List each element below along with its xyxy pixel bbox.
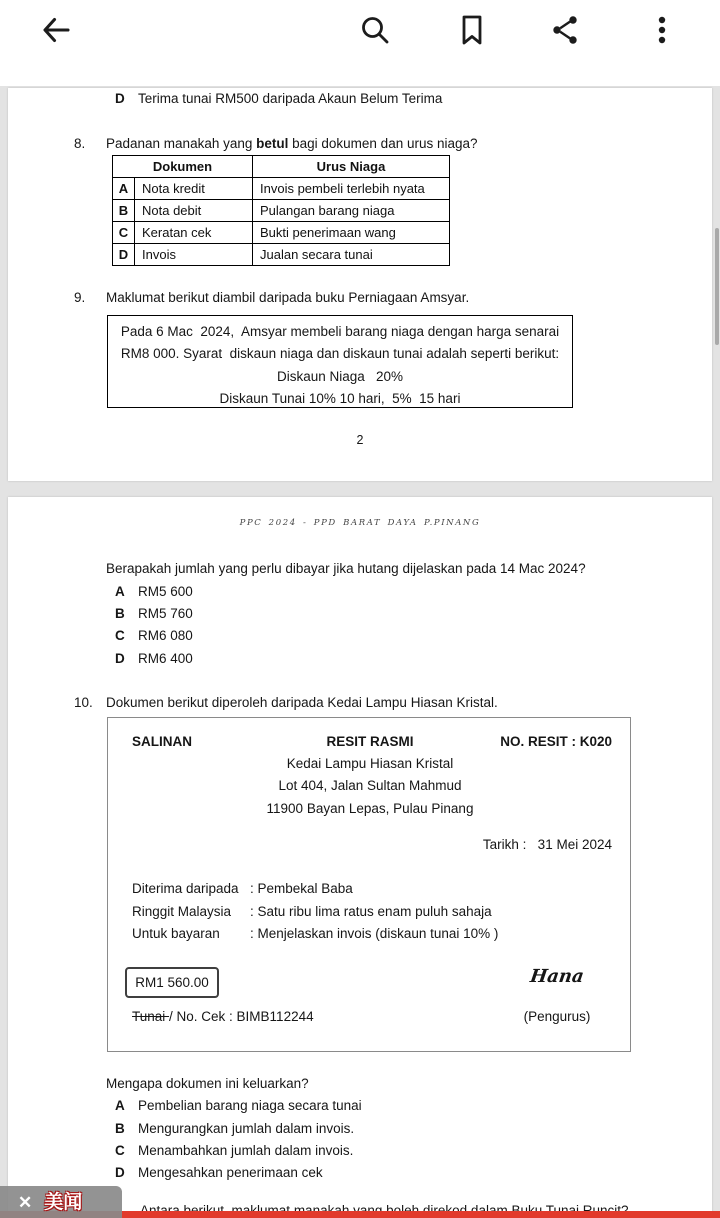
option-letter: D [115,91,125,106]
question-text: Maklumat berikut diambil daripada buku Perniagaan Amsyar. [106,290,470,305]
option-row-d-previous [115,91,442,107]
option-letter: C [115,628,125,643]
option-text: RM5 600 [138,584,193,599]
option-B [115,606,193,622]
question-text-prefix: Padanan manakah yang [106,136,257,151]
row-letter: A [113,178,135,200]
option-text: RM6 080 [138,628,193,643]
receipt-row-ringgit [132,904,492,919]
overflow-menu-button[interactable] [644,12,680,48]
receipt-amount-box [125,967,219,998]
question-8-text [74,136,478,152]
option-text: RM6 400 [138,651,193,666]
table-row [113,200,450,222]
receipt-row-payment-for [132,926,498,941]
toolbar [0,0,720,86]
row-dokumen: Nota kredit [135,178,253,200]
option-text: Terima tunai RM500 daripada Akaun Belum Terima [138,91,443,106]
row-urus-niaga: Pulangan barang niaga [253,200,450,222]
signer-role: (Pengurus) [523,1009,591,1024]
option-D [115,651,193,667]
table-row [113,178,450,200]
row-urus-niaga: Bukti penerimaan wang [253,222,450,244]
question-number: 8. [74,136,86,151]
option-A [115,584,193,600]
ad-close-chip[interactable] [0,1186,122,1218]
table-row [113,222,450,244]
document-page-2 [8,497,712,1218]
receipt-document [107,717,631,1052]
receipt-row-value: : Satu ribu lima ratus enam puluh sahaja [250,904,492,919]
row-letter: D [113,244,135,266]
option-B [115,1121,354,1137]
question-10-sub-question: Mengapa dokumen ini keluarkan? [106,1076,309,1091]
option-letter: B [115,1121,125,1136]
option-letter: B [115,606,125,621]
receipt-copy-label: SALINAN [132,734,192,749]
row-urus-niaga: Invois pembeli terlebih nyata [253,178,450,200]
struck-cash-label: Tunai [132,1009,170,1024]
info-line: Diskaun Niaga 20% [276,368,404,384]
option-letter: A [115,1098,125,1113]
receipt-date: Tarikh : 31 Mei 2024 [482,837,612,852]
option-text: Pembelian barang niaga secara tunai [138,1098,362,1113]
option-letter: A [115,584,125,599]
option-C [115,628,193,644]
receipt-row-label: Untuk bayaran [132,926,220,941]
receipt-title: RESIT RASMI [326,734,414,749]
option-text: RM5 760 [138,606,193,621]
option-letter: C [115,1143,125,1158]
option-text: Mengesahkan penerimaan cek [138,1165,323,1180]
question-10-text [74,695,498,711]
receipt-shop-name: Kedai Lampu Hiasan Kristal [286,756,454,771]
share-icon [547,12,583,48]
row-letter: B [113,200,135,222]
watermark-logo: 美闻 [44,1190,83,1213]
option-text: Menambahkan jumlah dalam invois. [138,1143,354,1158]
question-9-continued-text: Berapakah jumlah yang perlu dibayar jika hutang dijelaskan pada 14 Mac 2024? [106,561,586,576]
cheque-number-text: / No. Cek : BIMB112244 [169,1009,314,1024]
receipt-payment-method-line [132,1009,314,1024]
table-header-dokumen: Dokumen [113,156,253,178]
receipt-row-label: Ringgit Malaysia [132,904,232,919]
question-9-text [74,290,469,306]
question-number: 10. [74,695,93,710]
table-header-row [113,156,450,178]
close-icon[interactable]: ✕ [18,1192,33,1212]
receipt-row-received-from [132,881,353,896]
question-number: 9. [74,290,86,305]
signature: Hana [528,966,586,987]
bookmark-icon [454,12,490,48]
table-header-urus-niaga: Urus Niaga [253,156,450,178]
receipt-address-1: Lot 404, Jalan Sultan Mahmud [278,778,462,793]
exam-paper-header: PPC 2024 - PPD BARAT DAYA P.PINANG [239,518,481,528]
page-number: 2 [356,433,364,447]
receipt-number: NO. RESIT : K020 [500,734,612,749]
share-button[interactable] [547,12,583,48]
more-vertical-icon [644,12,680,48]
option-text: Mengurangkan jumlah dalam invois. [138,1121,355,1136]
info-line: RM8 000. Syarat diskaun niaga dan diskaun tunai adalah seperti berikut: [120,346,560,362]
receipt-address-2: 11900 Bayan Lepas, Pulau Pinang [266,801,474,816]
info-line: Diskaun Tunai 10% 10 hari, 5% 15 hari [219,391,461,407]
row-letter: C [113,222,135,244]
row-dokumen: Invois [135,244,253,266]
option-D [115,1165,323,1181]
row-dokumen: Keratan cek [135,222,253,244]
option-A [115,1098,362,1114]
receipt-row-label: Diterima daripada [132,881,239,896]
option-letter: D [115,651,125,666]
back-button[interactable] [38,12,74,48]
document-page-1 [8,88,712,481]
search-icon [357,12,393,48]
question-text-suffix: bagi dokumen dan urus niaga? [288,136,478,151]
row-urus-niaga: Jualan secara tunai [253,244,450,266]
question-text-bold: betul [256,136,289,151]
back-arrow-icon [38,12,74,48]
receipt-row-value: : Menjelaskan invois (diskaun tunai 10% ) [250,926,499,941]
option-letter: D [115,1165,125,1180]
option-C [115,1143,353,1159]
table-row [113,244,450,266]
receipt-amount: RM1 560.00 [135,975,209,990]
row-dokumen: Nota debit [135,200,253,222]
q9-info-box [107,315,573,408]
q8-matching-table [112,155,450,266]
receipt-row-value: : Pembekal Baba [250,881,353,896]
scrollbar-thumb[interactable] [715,228,719,345]
info-line: Pada 6 Mac 2024, Amsyar membeli barang niaga dengan harga senarai [120,324,560,339]
question-text: Dokumen berikut diperoleh daripada Kedai Lampu Hiasan Kristal. [106,695,498,710]
bookmark-button[interactable] [454,12,490,48]
search-button[interactable] [357,12,393,48]
